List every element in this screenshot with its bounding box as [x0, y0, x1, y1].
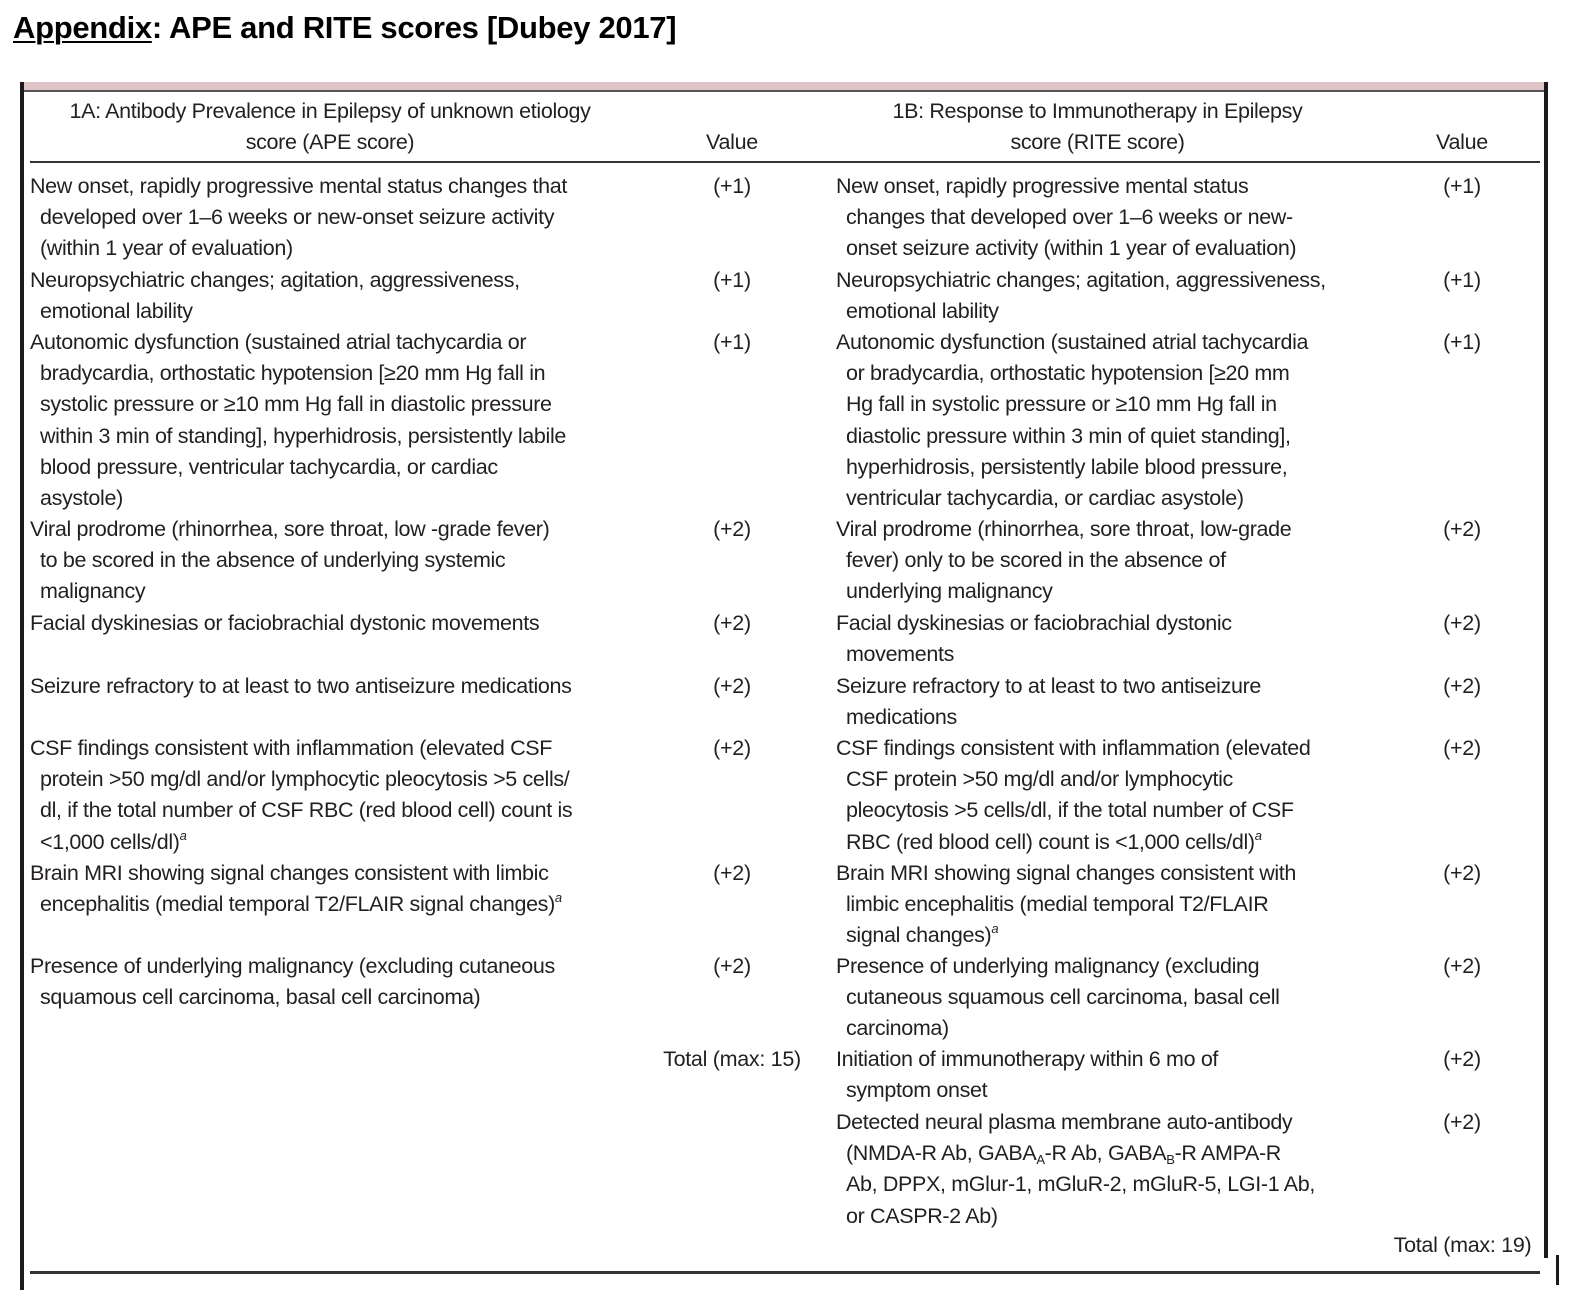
rite-row-value: (+2) [1443, 517, 1481, 541]
rite-row-text [836, 827, 1311, 858]
ape-row [30, 733, 572, 858]
rite-row [836, 514, 1291, 608]
rite-row-text [836, 733, 1311, 764]
ape-row-value: (+1) [713, 268, 751, 292]
footnote-marker: a [1254, 827, 1262, 843]
rite-row-text [836, 1169, 1315, 1200]
title-appendix: Appendix [13, 10, 152, 45]
rite-row-text [836, 421, 1308, 452]
rite-row-text [836, 858, 1296, 889]
ape-row-text [30, 421, 566, 452]
rite-row-text [836, 608, 1232, 639]
rite-row [836, 327, 1308, 514]
rite-row-text [836, 795, 1311, 826]
rite-row-line: or bradycardia, orthostatic hypotension [≥20 mm [846, 361, 1290, 386]
antibody-text: GABA [1107, 1141, 1167, 1166]
ape-row-text [30, 951, 555, 982]
rite-row-text [836, 982, 1280, 1013]
ape-value-header: Value [706, 130, 758, 154]
ape-row-text [30, 171, 567, 202]
ape-row-value: (+2) [713, 517, 751, 541]
ape-row-line: <1,000 cells/dl) [40, 829, 180, 854]
rite-row-line: signal changes) [846, 923, 992, 948]
rite-row-line: underlying malignancy [846, 579, 1053, 604]
ape-row-text [30, 327, 566, 358]
subscript-b: B [1166, 1152, 1175, 1168]
rite-row-text [836, 358, 1308, 389]
ape-row [30, 265, 520, 327]
ape-row-line: to be scored in the absence of underlying systemic [40, 548, 506, 573]
ape-row-text [30, 265, 520, 296]
rite-row-text [836, 171, 1296, 202]
ape-row-text [30, 514, 549, 545]
ape-row [30, 951, 555, 1013]
ape-row-value: (+2) [713, 954, 751, 978]
rite-row-line: pleocytosis >5 cells/dl, if the total number of CSF [846, 798, 1294, 823]
rite-row-text [836, 514, 1291, 545]
footnote-marker: a [179, 827, 187, 843]
rite-row-line: ventricular tachycardia, or cardiac asystole) [846, 486, 1244, 511]
ape-row-value: (+2) [713, 736, 751, 760]
rite-row-line: movements [846, 642, 954, 667]
table-right-border [1544, 82, 1548, 1258]
rite-row-line: limbic encephalitis (medial temporal T2/FLAIR [846, 892, 1269, 917]
rite-row-text [836, 639, 1232, 670]
ape-row-line: Viral prodrome (rhinorrhea, sore throat, low -grade fever) [30, 517, 550, 541]
ape-row-value: (+1) [713, 330, 751, 354]
rite-row-value: (+2) [1443, 861, 1481, 885]
rite-row-value: (+1) [1443, 268, 1481, 292]
footnote-marker: a [554, 890, 562, 906]
rite-row-line: Initiation of immunotherapy within 6 mo of [836, 1047, 1219, 1071]
ape-row-text [30, 795, 572, 826]
ape-row-line: encephalitis (medial temporal T2/FLAIR signal changes) [40, 892, 555, 917]
rite-row-line: cutaneous squamous cell carcinoma, basal cell [846, 985, 1280, 1010]
antibody-text: (NMDA-R Ab, GABA [846, 1141, 1037, 1166]
rite-row-value: (+1) [1443, 330, 1481, 354]
rite-row-line: emotional lability [846, 299, 999, 324]
ape-row-value: (+2) [713, 674, 751, 698]
ape-row-line: emotional lability [40, 299, 193, 324]
ape-row-value: (+2) [713, 861, 751, 885]
rite-row-text [836, 1044, 1218, 1075]
ape-row-text [30, 827, 572, 858]
ape-header [40, 96, 620, 158]
rite-row-line: Autonomic dysfunction (sustained atrial tachycardia [836, 330, 1309, 354]
rite-row-line: Viral prodrome (rhinorrhea, sore throat, low-grade [836, 517, 1292, 541]
antibody-text: -R Ab, [1044, 1141, 1108, 1166]
rite-row-line: CSF protein >50 mg/dl and/or lymphocytic [846, 767, 1233, 792]
rite-row-text [836, 296, 1326, 327]
rite-row-text [836, 920, 1296, 951]
rite-row-value: (+1) [1443, 174, 1481, 198]
ape-row-line: within 3 min of standing], hyperhidrosis, persistently labile [40, 423, 566, 448]
ape-row-line: dl, if the total number of CSF RBC (red blood cell) count is [40, 798, 573, 823]
rite-row-line: New onset, rapidly progressive mental status [836, 174, 1249, 198]
ape-row-text [30, 202, 567, 233]
rite-row-value: (+2) [1443, 674, 1481, 698]
rite-row-text [836, 576, 1291, 607]
rite-row-line: diastolic pressure within 3 min of quiet standing], [846, 423, 1291, 448]
rite-row-text [836, 265, 1326, 296]
ape-row [30, 858, 562, 920]
rite-row-text [836, 764, 1311, 795]
rite-row-text [836, 671, 1261, 702]
ape-row-line: systolic pressure or ≥10 mm Hg fall in diastolic pressure [40, 392, 552, 417]
ape-row [30, 171, 567, 265]
rite-row-line: changes that developed over 1–6 weeks or new- [846, 205, 1293, 230]
bottom-rule [30, 1271, 1540, 1274]
rite-header [800, 96, 1395, 158]
rite-row-text [836, 1013, 1280, 1044]
rite-row [836, 1044, 1218, 1106]
ape-row-line: malignancy [40, 579, 146, 604]
page-title [13, 10, 676, 46]
title-rest: : APE and RITE scores [Dubey 2017] [151, 10, 677, 45]
rite-row-line: medications [846, 705, 957, 730]
ape-row-line: Brain MRI showing signal changes consistent with limbic [30, 861, 549, 885]
rite-row-text [836, 545, 1291, 576]
rite-row-line: RBC (red blood cell) count is <1,000 cells/dl) [846, 829, 1255, 854]
rite-row-line: Detected neural plasma membrane auto-antibody [836, 1110, 1293, 1134]
ape-header-line: score (APE score) [245, 130, 415, 155]
rite-row-text [836, 327, 1308, 358]
rite-row-text [836, 483, 1308, 514]
ape-row [30, 608, 539, 639]
ape-row-line: (within 1 year of evaluation) [40, 236, 293, 261]
ape-row-line: Facial dyskinesias or faciobrachial dystonic movements [30, 611, 540, 635]
rite-row-value: (+2) [1443, 1047, 1481, 1071]
rite-row [836, 171, 1296, 265]
rite-row-text [836, 452, 1308, 483]
rite-row-text [836, 951, 1280, 982]
rite-row-text [836, 1201, 1315, 1232]
rite-row-line: Neuropsychiatric changes; agitation, aggressiveness, [836, 268, 1326, 292]
rite-row [836, 733, 1311, 858]
ape-row [30, 514, 549, 608]
ape-row-text [30, 576, 549, 607]
ape-row-text [30, 452, 566, 483]
rite-row-text [836, 702, 1261, 733]
ape-row-line: blood pressure, ventricular tachycardia, or cardiac [40, 454, 498, 479]
rite-row-line: or CASPR-2 Ab) [846, 1203, 998, 1228]
rite-header-line: 1B: Response to Immunotherapy in Epilepsy [892, 99, 1303, 123]
table-top-band [22, 82, 1548, 92]
rite-row-line: symptom onset [846, 1078, 988, 1103]
rite-row-line: onset seizure activity (within 1 year of evaluation) [846, 236, 1297, 261]
rite-row [836, 608, 1232, 670]
rite-row-text [836, 1075, 1218, 1106]
ape-row-text [30, 233, 567, 264]
rite-row-line: Hg fall in systolic pressure or ≥10 mm Hg fall in [846, 392, 1277, 417]
ape-row-text [30, 671, 572, 702]
rite-row-line: Seizure refractory to at least to two antiseizure [836, 674, 1261, 698]
rite-row-line: Brain MRI showing signal changes consistent with [836, 861, 1297, 885]
rite-total: Total (max: 19) [1393, 1233, 1532, 1257]
rite-row [836, 1107, 1315, 1232]
rite-row-value: (+2) [1443, 1110, 1481, 1134]
rite-row [836, 265, 1326, 327]
ape-row-text [30, 608, 539, 639]
rite-row-text [836, 233, 1296, 264]
ape-row-text [30, 889, 562, 920]
ape-row-text [30, 982, 555, 1013]
table-left-border [20, 82, 24, 1290]
ape-row-line: protein >50 mg/dl and/or lymphocytic pleocytosis >5 cells/ [40, 767, 570, 792]
ape-header-line: 1A: Antibody Prevalence in Epilepsy of unknown etiology [69, 99, 591, 123]
ape-row-line: Autonomic dysfunction (sustained atrial tachycardia or [30, 330, 527, 354]
rite-row-line: Presence of underlying malignancy (excluding [836, 954, 1260, 978]
ape-row-value: (+1) [713, 174, 751, 198]
rite-row-line: CSF findings consistent with inflammation (elevated [836, 736, 1311, 760]
rite-row-value: (+2) [1443, 611, 1481, 635]
rite-row-value: (+2) [1443, 736, 1481, 760]
ape-row [30, 671, 572, 702]
ape-row-line: New onset, rapidly progressive mental status changes that [30, 174, 567, 198]
ape-row-line: bradycardia, orthostatic hypotension [≥20 mm Hg fall in [40, 361, 546, 386]
rite-header-line: score (RITE score) [1010, 130, 1185, 155]
rite-row-line: carcinoma) [846, 1016, 949, 1041]
rite-value-header: Value [1436, 130, 1488, 154]
rite-row-value: (+2) [1443, 954, 1481, 978]
ape-row-line: asystole) [40, 486, 123, 511]
rite-row-text [836, 1107, 1315, 1138]
ape-row-line: Presence of underlying malignancy (excluding cutaneous [30, 954, 555, 978]
rite-row-line: hyperhidrosis, persistently labile blood pressure, [846, 454, 1288, 479]
ape-row-text [30, 733, 572, 764]
footnote-marker: a [991, 921, 999, 937]
header-rule [30, 161, 1540, 163]
ape-row-text [30, 858, 562, 889]
ape-total: Total (max: 15) [663, 1047, 801, 1071]
rite-row-line: Facial dyskinesias or faciobrachial dystonic [836, 611, 1232, 635]
rite-row-text [836, 889, 1296, 920]
ape-row-line: Seizure refractory to at least to two antiseizure medications [30, 674, 572, 698]
rite-row-text [836, 1138, 1315, 1169]
antibody-text: -R AMPA-R [1174, 1141, 1281, 1166]
rite-row [836, 951, 1280, 1045]
table-corner-mark [1556, 1255, 1559, 1285]
ape-row-text [30, 389, 566, 420]
ape-row [30, 327, 566, 514]
rite-row-text [836, 202, 1296, 233]
ape-row-line: CSF findings consistent with inflammation (elevated CSF [30, 736, 553, 760]
rite-row-line: Ab, DPPX, mGlur-1, mGluR-2, mGluR-5, LGI-1 Ab, [846, 1172, 1315, 1197]
ape-row-line: Neuropsychiatric changes; agitation, aggressiveness, [30, 268, 520, 292]
rite-row [836, 671, 1261, 733]
ape-row-line: squamous cell carcinoma, basal cell carcinoma) [40, 985, 481, 1010]
rite-row-line: fever) only to be scored in the absence of [846, 548, 1226, 573]
ape-row-text [30, 764, 572, 795]
ape-row-text [30, 483, 566, 514]
ape-row-text [30, 296, 520, 327]
subscript-a: A [1036, 1152, 1045, 1168]
ape-row-text [30, 358, 566, 389]
rite-row [836, 858, 1296, 952]
ape-row-line: developed over 1–6 weeks or new-onset seizure activity [40, 205, 555, 230]
rite-row-text [836, 389, 1308, 420]
ape-row-value: (+2) [713, 611, 751, 635]
ape-row-text [30, 545, 549, 576]
